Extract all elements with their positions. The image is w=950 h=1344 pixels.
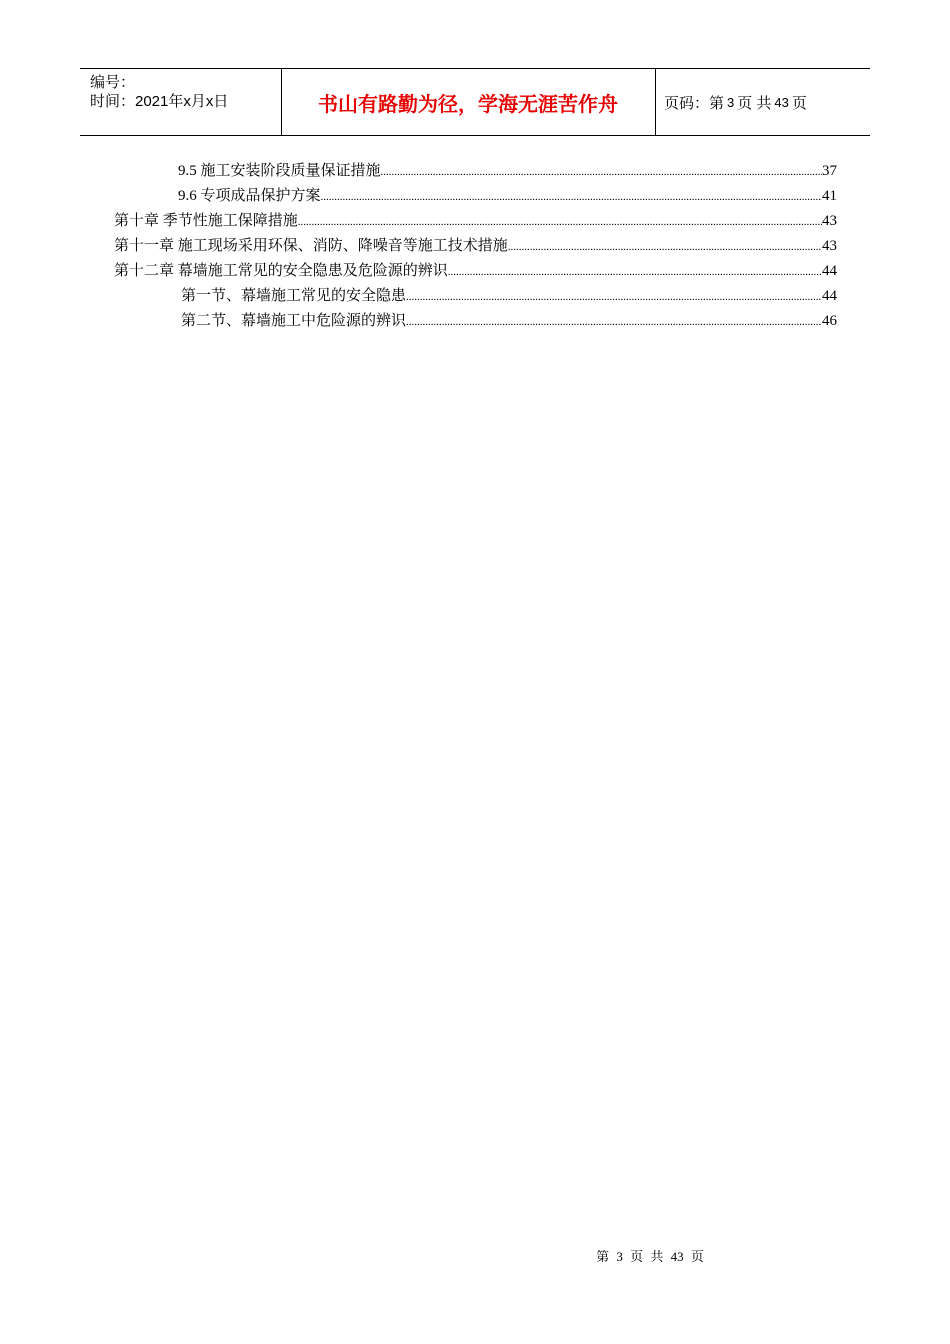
toc-entry-page: 46 bbox=[822, 313, 837, 329]
footer-suffix: 页 bbox=[690, 1249, 704, 1264]
footer-mid1: 页 bbox=[630, 1249, 644, 1264]
toc-entry-title: 第二节、幕墙施工中危险源的辨识 bbox=[181, 313, 407, 329]
toc-entry-page: 37 bbox=[822, 163, 837, 179]
toc-entry-title: 第十一章 施工现场采用环保、消防、降噪音等施工技术措施 bbox=[114, 238, 508, 254]
toc-leader-dots bbox=[508, 236, 822, 258]
header-motto: 书山有路勤为径，学海无涯苦作舟 bbox=[318, 91, 618, 116]
toc-entry-title: 第一节、幕墙施工常见的安全隐患 bbox=[181, 288, 407, 304]
header-page-info bbox=[664, 69, 807, 135]
document-number-label: 编号： bbox=[90, 74, 136, 91]
toc-entry-title: 第十二章 幕墙施工常见的安全隐患及危险源的辨识 bbox=[114, 263, 448, 279]
toc-entry-title: 第十章 季节性施工保障措施 bbox=[114, 213, 298, 229]
footer-total-pages: 43 bbox=[670, 1249, 684, 1264]
toc-leader-dots bbox=[298, 211, 822, 233]
toc-entry-page: 44 bbox=[822, 288, 837, 304]
page-header bbox=[80, 68, 870, 136]
toc-entry-page: 41 bbox=[822, 188, 837, 204]
toc-leader-dots bbox=[406, 311, 822, 333]
toc-entry-title: 9.6 专项成品保护方案 bbox=[178, 188, 321, 204]
document-date-label: 时间：2021年x月x日 bbox=[90, 93, 229, 110]
toc-entry[interactable] bbox=[178, 160, 837, 182]
toc-entry-page: 43 bbox=[822, 238, 837, 254]
toc-entry-page: 44 bbox=[822, 263, 837, 279]
footer-current-page: 3 bbox=[616, 1249, 623, 1264]
toc-entry[interactable] bbox=[114, 235, 837, 257]
toc-entry-page: 43 bbox=[822, 213, 837, 229]
footer-prefix: 第 bbox=[596, 1249, 610, 1264]
toc-entry[interactable] bbox=[178, 185, 837, 207]
toc-entry-title: 9.5 施工安装阶段质量保证措施 bbox=[178, 163, 381, 179]
toc-leader-dots bbox=[381, 161, 822, 183]
header-divider-right bbox=[655, 69, 656, 135]
header-meta bbox=[90, 73, 228, 111]
toc-entry[interactable] bbox=[181, 285, 837, 307]
header-page-total: 43 bbox=[774, 94, 789, 110]
toc-leader-dots bbox=[406, 286, 822, 308]
toc-entry[interactable] bbox=[114, 210, 837, 232]
header-page-mid: 页 共 bbox=[737, 94, 772, 112]
header-page-current: 3 bbox=[727, 94, 735, 110]
toc-leader-dots bbox=[448, 261, 822, 283]
toc-entry[interactable] bbox=[114, 260, 837, 282]
header-page-prefix: 页码：第 bbox=[664, 94, 725, 112]
toc-leader-dots bbox=[321, 186, 822, 208]
footer-page-number bbox=[175, 1246, 950, 1265]
header-page-suffix: 页 bbox=[791, 94, 807, 112]
toc-entry[interactable] bbox=[181, 310, 837, 332]
page-footer bbox=[0, 1246, 950, 1265]
footer-mid2: 共 bbox=[650, 1249, 664, 1264]
